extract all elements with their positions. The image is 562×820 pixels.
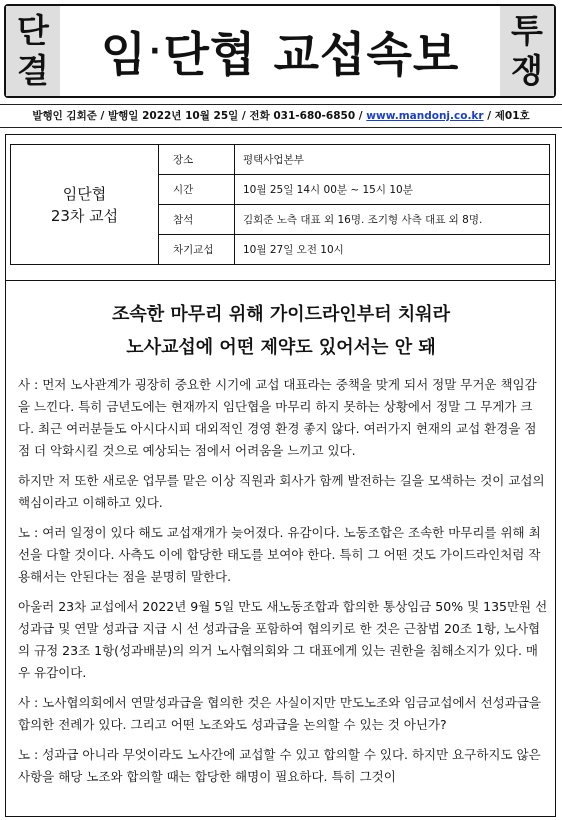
headline-1: 조속한 마무리 위해 가이드라인부터 치워라	[111, 304, 451, 325]
meeting-heading	[11, 145, 159, 265]
meeting-heading-line2: 23차 교섭	[50, 206, 119, 225]
meeting-value: 10월 27일 오전 10시	[235, 235, 550, 265]
masthead-right-char-1: 투	[511, 11, 543, 50]
article-body	[18, 374, 548, 796]
section-separator	[5, 280, 556, 281]
paragraph: 사 : 먼저 노사관계가 굉장히 중요한 시기에 교섭 대표라는 중책을 맞게 되서 정말 무거운 책임감을 느낀다. 특히 금년도에는 현재까지 임단협을 마무리 하지 못하는 상황에서 정말 그 무게가 크다. 최근 여러분들도 아시다시피 대외적인 경영 환경 좋지 않다. 여러가지 현재의 교섭 환경을 점점 더 악화시킬 것으로 예상되는 점에서 어려움을 느끼고 있다.	[18, 377, 537, 458]
masthead	[4, 4, 556, 98]
meeting-info-table	[10, 144, 550, 265]
paragraph: 하지만 저 또한 새로운 업무를 맡은 이상 직원과 회사가 함께 발전하는 길을 모색하는 것이 교섭의 핵심이라고 이해하고 있다.	[18, 473, 545, 510]
masthead-left-banner	[6, 6, 60, 96]
meeting-label: 시간	[159, 175, 235, 205]
meeting-label: 참석	[159, 205, 235, 235]
paragraph: 노 : 여러 일정이 있다 해도 교섭재개가 늦어졌다. 유감이다. 노동조합은 조속한 마무리를 위해 최선을 다할 것이다. 사측도 이에 합당한 태도를 보여야 한다. 특히 그 어떤 것도 가이드라인처럼 작용해서는 안된다는 점을 분명히 말한다.	[18, 525, 541, 584]
publication-info	[0, 108, 562, 123]
divider-bottom	[0, 127, 562, 128]
publication-info-text: 발행인 김회준 / 발행일 2022년 10월 25일 / 전화 031-680-6850 /	[32, 110, 367, 122]
masthead-left-char-1: 단	[17, 11, 49, 50]
paragraph: 아울러 23차 교섭에서 2022년 9월 5일 만도 새노동조합과 합의한 통상임금 50% 및 135만원 선 성과급 및 연말 성과급 지급 시 선 성과급을 포함하여 협의키로 한 것은 근참법 20조 1항, 노사협의 규정 23조 1항(성과배분)의 의거 노사협의회와 그 대표에게 있는 권한을 침해소지가 있다. 매우 유감이다.	[18, 599, 548, 680]
meeting-value: 평택사업본부	[235, 145, 550, 175]
meeting-row	[11, 145, 550, 175]
meeting-heading-line1: 임단협	[62, 184, 107, 203]
title-part-2: 단협 교섭속보	[163, 27, 460, 83]
newsletter-title	[60, 6, 500, 96]
meeting-label: 차기교섭	[159, 235, 235, 265]
headline-2: 노사교섭에 어떤 제약도 있어서는 안 돼	[126, 337, 436, 358]
masthead-right-char-2: 쟁	[511, 51, 543, 90]
meeting-value: 10월 25일 14시 00분 ~ 15시 10분	[235, 175, 550, 205]
website-link[interactable]: www.mandonj.co.kr	[366, 110, 484, 122]
divider-top	[0, 104, 562, 105]
title-part-1: 임	[100, 27, 148, 83]
meeting-label: 장소	[159, 145, 235, 175]
masthead-right-banner	[500, 6, 554, 96]
paragraph: 노 : 성과급 아니라 무엇이라도 노사간에 교섭할 수 있고 합의할 수 있다. 하지만 요구하지도 않은 사항을 해당 노조와 합의할 때는 합당한 해명이 필요하다. 특히 그것이	[18, 747, 541, 784]
issue-number: / 제01호	[483, 110, 530, 122]
meeting-value: 김회준 노측 대표 외 16명. 조기형 사측 대표 외 8명.	[235, 205, 550, 235]
paragraph: 사 : 노사협의회에서 연말성과급을 협의한 것은 사실이지만 만도노조와 임금교섭에서 선성과급을 합의한 전례가 있다. 그리고 어떤 노조와도 성과급을 논의할 수 있는 것 아닌가?	[18, 695, 541, 732]
title-dot: ·	[149, 33, 162, 69]
masthead-left-char-2: 결	[17, 51, 49, 90]
